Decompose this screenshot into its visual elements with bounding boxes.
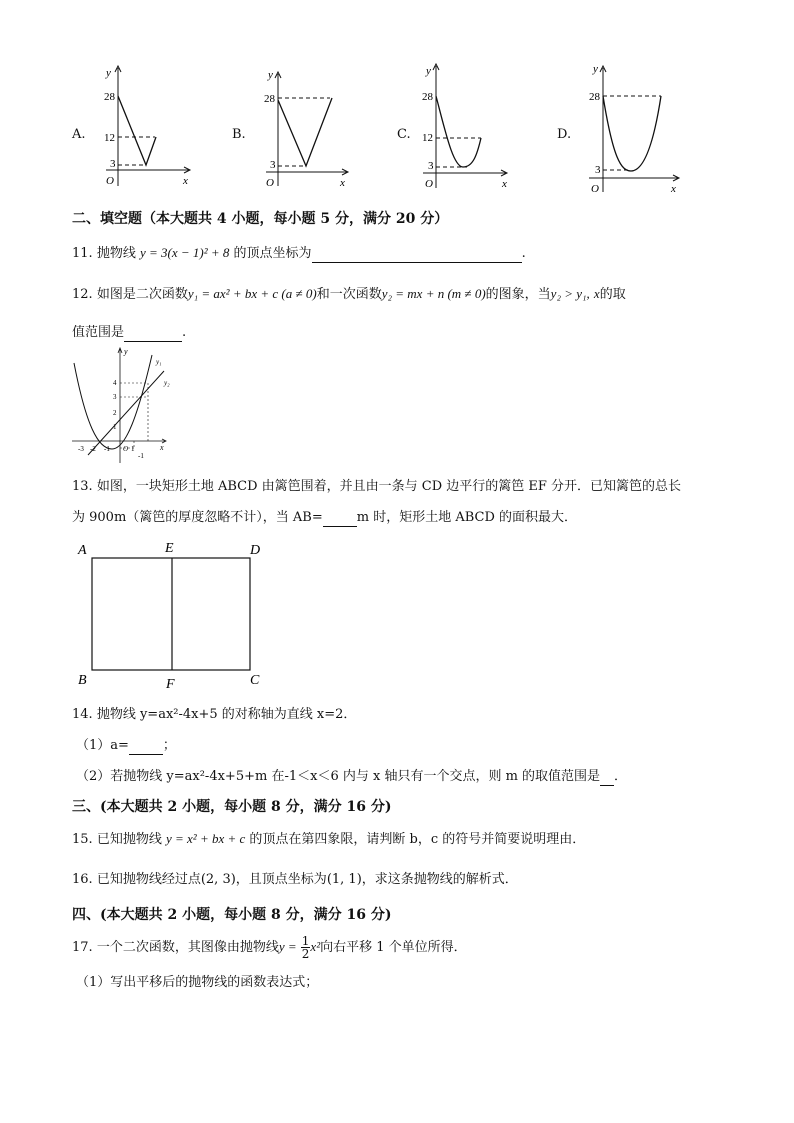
- option-a-graph: [70, 62, 200, 192]
- option-c-tick-12: 12: [422, 132, 433, 144]
- option-a-origin: O: [106, 175, 114, 187]
- question-13-line2: [72, 509, 577, 527]
- option-c-tick-28: 28: [422, 91, 433, 103]
- fig13-label-e: E: [165, 541, 174, 556]
- fig13-label-c: C: [250, 673, 260, 688]
- q14-part2-text: （2）若抛物线 y=ax²-4x+5+m 在-1＜x＜6 内与 x 轴只有一个交点，则 m 的取值范围是: [76, 769, 601, 784]
- q15-post: 的顶点在第四象限，请判断 b，c 的符号并简要说明理由．: [249, 832, 586, 847]
- q14-part1-end: ；: [162, 738, 176, 753]
- q12-post: 的图象，当: [485, 287, 551, 302]
- option-a-tick-28: 28: [104, 91, 115, 103]
- option-d[interactable]: [555, 58, 690, 198]
- fig13-label-b: B: [78, 673, 87, 688]
- q12-mid: 和一次函数: [316, 287, 382, 302]
- question-12-line2: [72, 324, 186, 342]
- option-c[interactable]: [395, 60, 525, 195]
- option-c-graph: [395, 60, 525, 195]
- q16-pre: 已知抛物线经过点: [96, 872, 201, 887]
- option-a-y-label: y: [106, 67, 111, 79]
- q15-pre: 已知抛物线: [96, 832, 162, 847]
- fig12-tick-4: 4: [113, 379, 117, 387]
- option-a[interactable]: [70, 62, 200, 192]
- fig12-tick-yn1: -1: [138, 452, 144, 460]
- question-14-part2: [76, 768, 627, 786]
- fig12-origin: O: [123, 445, 129, 453]
- q13-line2a: 为 900m（篱笆的厚度忽略不计），当 AB=: [72, 510, 323, 525]
- q11-pre: 抛物线: [96, 246, 136, 261]
- q13-line2b: m 时，矩形土地 ABCD 的面积最大．: [356, 510, 578, 525]
- option-d-x-label: x: [671, 183, 676, 195]
- option-d-tick-3: 3: [595, 164, 601, 176]
- q13-number: 13.: [72, 479, 93, 494]
- fig12-tick-n3: -3: [78, 445, 84, 453]
- option-d-origin: O: [591, 183, 599, 195]
- fig12-tick-1: 1: [113, 423, 117, 431]
- fig13-label-f: F: [166, 677, 175, 690]
- q12-formula-y1: y₁ = ax² + bx + c (a ≠ 0): [187, 286, 317, 301]
- figure-q13: [72, 538, 272, 690]
- q17-post: 向右平移 1 个单位所得．: [320, 940, 467, 955]
- q14-part2-blank[interactable]: [600, 785, 614, 786]
- q12-end: .: [182, 325, 187, 340]
- q12-tail: 的取: [599, 287, 626, 302]
- q13-answer-blank[interactable]: [323, 526, 357, 527]
- q12-condition: y₂ > y₁,: [550, 286, 590, 301]
- q14-part2-end: ．: [614, 769, 628, 784]
- q11-post: 的顶点坐标为: [233, 246, 312, 261]
- q17-fraction: [301, 935, 311, 960]
- fig13-label-d: D: [250, 543, 261, 558]
- question-14-part1: [76, 737, 176, 755]
- q14-text: 抛物线 y=ax²-4x+5 的对称轴为直线 x=2．: [96, 707, 357, 722]
- question-17-part1: （1）写出平移后的抛物线的函数表达式；: [76, 975, 319, 990]
- q16-post: ，求这条抛物线的解析式．: [361, 872, 518, 887]
- option-b-graph: [230, 62, 360, 192]
- fig12-tick-n2: -2: [90, 445, 96, 453]
- question-16: [72, 871, 518, 889]
- option-d-tick-28: 28: [589, 91, 600, 103]
- fig13-label-a: A: [78, 543, 87, 558]
- option-a-x-label: x: [183, 175, 188, 187]
- q17-y: y =: [278, 939, 297, 954]
- q11-end: .: [521, 246, 526, 261]
- option-c-label: C.: [397, 127, 411, 142]
- option-b-tick-3: 3: [270, 159, 276, 171]
- q11-formula: y = 3(x − 1)² + 8: [139, 245, 230, 260]
- option-d-graph: [555, 58, 690, 198]
- option-c-origin: O: [425, 178, 433, 190]
- q12-answer-blank[interactable]: [124, 341, 182, 342]
- fig12-tick-2: 2: [113, 409, 117, 417]
- fig12-y2-label: y₂: [164, 379, 170, 387]
- q15-number: 15.: [72, 832, 93, 847]
- section-3-heading: 三、(本大题共 2 小题，每小题 8 分，满分 16 分): [72, 799, 392, 815]
- q16-mid: ，且顶点坐标为: [235, 872, 327, 887]
- q13-line1: 如图，一块矩形土地 ABCD 由篱笆围着，并且由一条与 CD 边平行的篱笆 EF 分开．已知篱笆的总长: [96, 479, 682, 494]
- q17-fraction-denominator: 2: [301, 947, 310, 961]
- q14-part1-blank[interactable]: [129, 754, 163, 755]
- option-a-tick-3: 3: [110, 158, 116, 170]
- option-d-label: D.: [557, 127, 572, 142]
- question-13-line1: [72, 478, 681, 496]
- option-b-y-label: y: [268, 69, 273, 81]
- q14-number: 14.: [72, 707, 93, 722]
- option-b[interactable]: [230, 62, 360, 192]
- question-15: [72, 830, 585, 849]
- q12-x: x: [593, 286, 600, 301]
- option-c-x-label: x: [502, 178, 507, 190]
- q17-x-squared: x²: [310, 939, 321, 954]
- q17-number: 17.: [72, 940, 93, 955]
- q14-part1-label: （1）a=: [76, 738, 129, 753]
- option-a-label: A.: [72, 127, 86, 142]
- fig12-y-label: y: [124, 347, 128, 356]
- option-d-y-label: y: [593, 63, 598, 75]
- q15-formula: y = x² + bx + c: [165, 831, 246, 846]
- q12-number: 12.: [72, 287, 93, 302]
- option-a-tick-12: 12: [104, 132, 115, 144]
- option-c-tick-3: 3: [428, 160, 434, 172]
- fig12-tick-3: 3: [113, 393, 117, 401]
- q12-formula-y2: y₂ = mx + n (m ≠ 0): [381, 286, 486, 301]
- q17-fraction-numerator: 1: [301, 934, 310, 948]
- fig12-tick-n1: -1: [104, 445, 110, 453]
- q11-answer-blank[interactable]: [312, 262, 522, 263]
- question-14: [72, 706, 356, 724]
- q17-pre: 一个二次函数，其图像由抛物线: [96, 940, 279, 955]
- question-17: [72, 932, 467, 962]
- q16-number: 16.: [72, 872, 93, 887]
- q12-pre: 如图是二次函数: [96, 287, 188, 302]
- fig12-tick-x1: 1: [131, 445, 135, 453]
- q16-vertex: (1, 1): [326, 872, 362, 887]
- option-b-origin: O: [266, 177, 274, 189]
- fig12-y1-label: y₁: [156, 358, 162, 366]
- section-4-heading: 四、(本大题共 2 小题，每小题 8 分，满分 16 分): [72, 907, 392, 923]
- section-2-heading: 二、填空题（本大题共 4 小题，每小题 5 分，满分 20 分）: [72, 211, 449, 227]
- option-c-y-label: y: [426, 65, 431, 77]
- option-b-x-label: x: [340, 177, 345, 189]
- option-b-tick-28: 28: [264, 93, 275, 105]
- question-12-line1: [72, 285, 626, 304]
- q16-point: (2, 3): [200, 872, 236, 887]
- figure-q12: [68, 345, 178, 465]
- q11-number: 11.: [72, 246, 93, 261]
- option-b-label: B.: [232, 127, 246, 142]
- q12-line2: 值范围是: [72, 325, 125, 340]
- question-11: [72, 244, 526, 263]
- fig12-x-label: x: [160, 443, 164, 452]
